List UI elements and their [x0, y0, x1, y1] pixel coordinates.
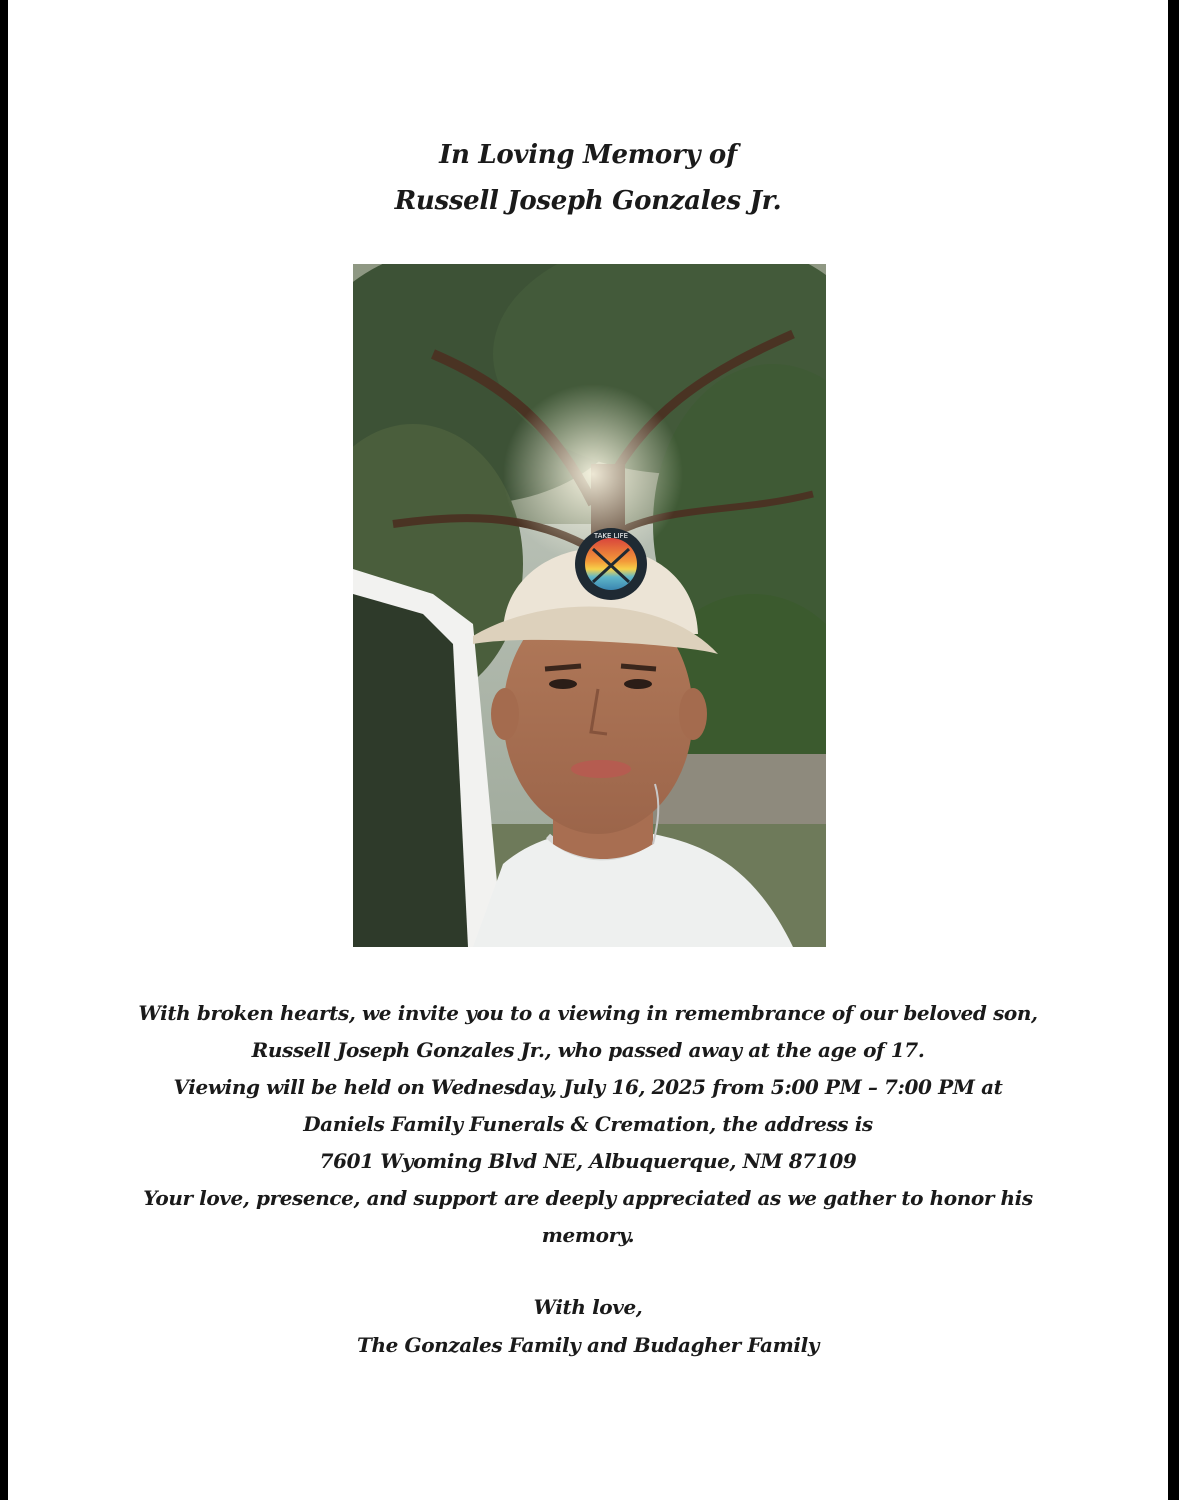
closing-block — [8, 1288, 1168, 1364]
message-line: With broken hearts, we invite you to a viewing in remembrance of our beloved son, — [138, 1001, 1038, 1025]
memorial-heading: In Loving Memory of — [439, 140, 737, 170]
cap-patch-text: TAKE LIFE — [593, 532, 629, 540]
message-line: 7601 Wyoming Blvd NE, Albuquerque, NM 87109 — [319, 1149, 857, 1173]
memorial-name: Russell Joseph Gonzales Jr. — [394, 186, 782, 216]
message-line: Viewing will be held on Wednesday, July 16, 2025 from 5:00 PM – 7:00 PM at — [173, 1075, 1003, 1099]
message-line: Daniels Family Funerals & Cremation, the address is — [303, 1112, 873, 1136]
memorial-page — [8, 0, 1168, 1500]
message-line: memory. — [541, 1223, 635, 1247]
portrait-photo — [353, 264, 826, 947]
message-line: Russell Joseph Gonzales Jr., who passed away at the age of 17. — [251, 1038, 925, 1062]
closing-signature: The Gonzales Family and Budagher Family — [357, 1333, 819, 1357]
message-line: Your love, presence, and support are deeply appreciated as we gather to honor his — [143, 1186, 1033, 1210]
closing-salutation: With love, — [533, 1295, 643, 1319]
memorial-message — [8, 995, 1168, 1254]
